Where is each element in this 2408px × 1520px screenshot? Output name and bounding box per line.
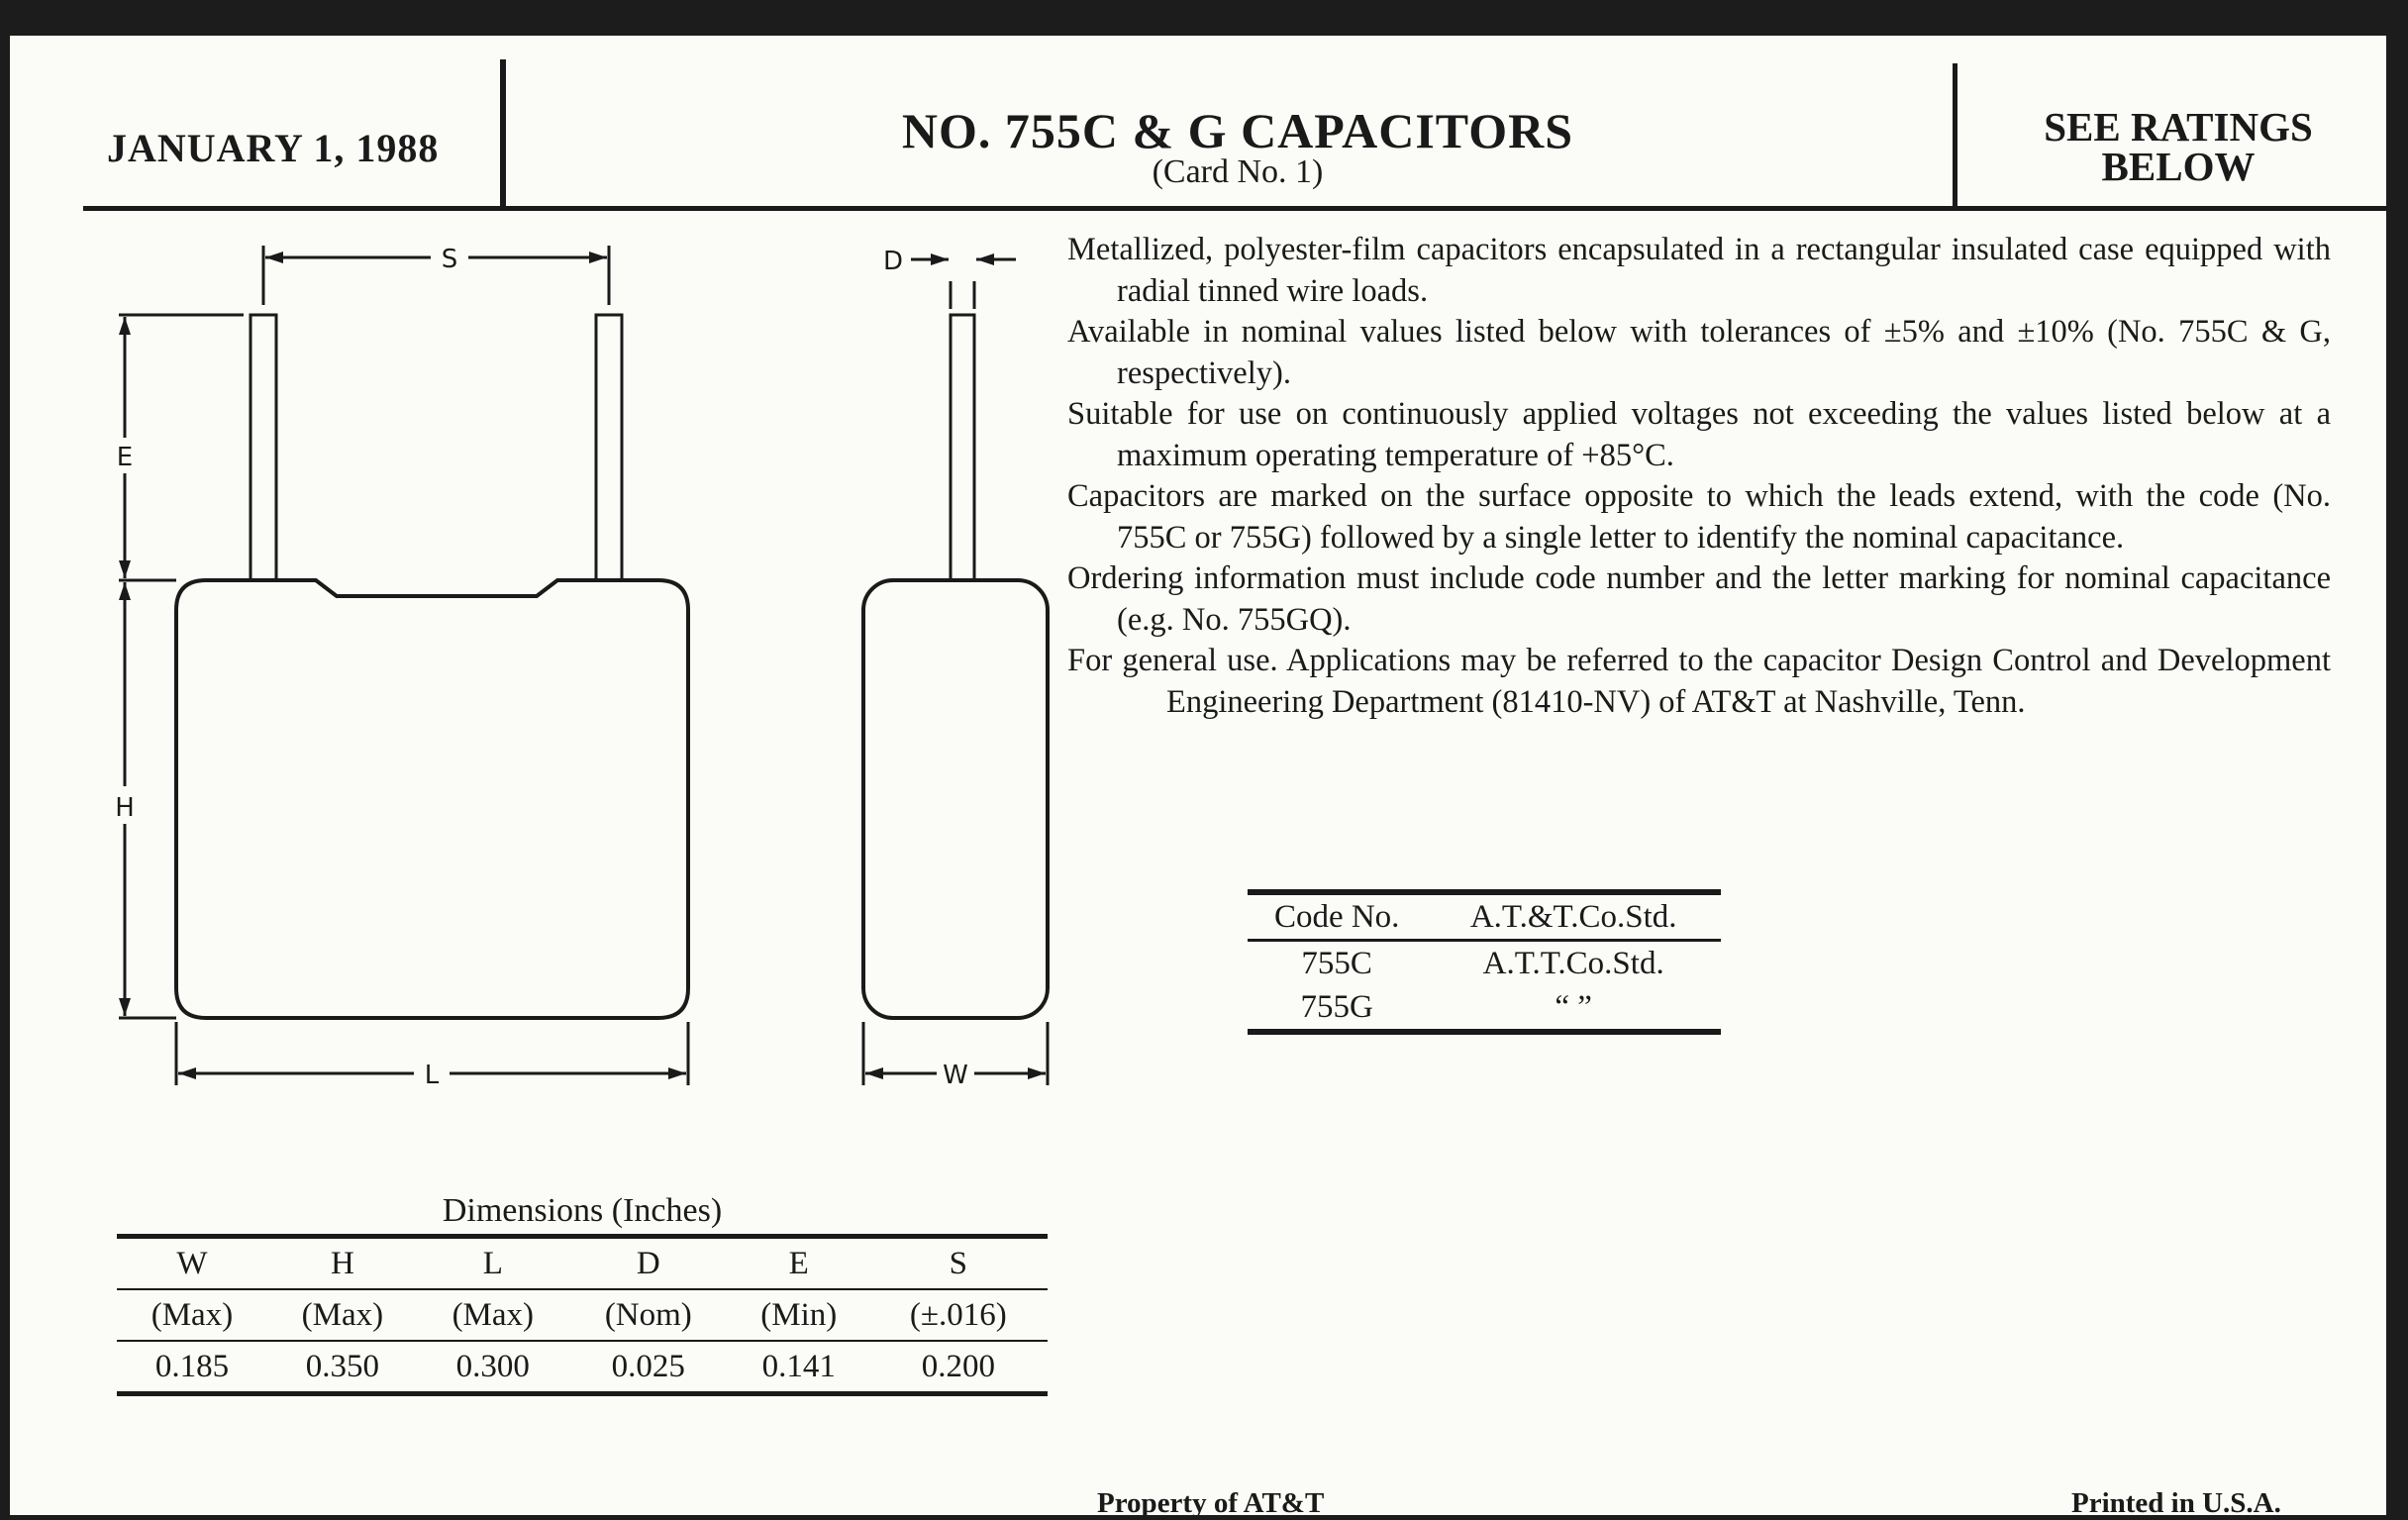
standards-table [1248, 889, 1721, 1035]
table-header: W [176, 1245, 208, 1281]
dimensions-caption: Dimensions (Inches) [442, 1192, 723, 1229]
table-header: L [482, 1245, 503, 1281]
table-cell: A.T.T.Co.Std. [1482, 945, 1664, 981]
w-label: W [943, 1061, 968, 1090]
table-header: Code No. [1273, 898, 1400, 935]
table-cell: (Nom) [604, 1296, 692, 1333]
description-paragraph: Available in nominal values listed below with tolerances of ±5% and ±10% (No. 755C & G, respectively). [1067, 314, 2331, 391]
datasheet-card [10, 36, 2386, 1519]
description-paragraph: Suitable for use on continuously applied voltages not exceeding the values listed below at a maximum operating temperature of +85°C. [1067, 396, 2331, 473]
description-paragraph: Ordering information must include code number and the letter marking for nominal capacitance (e.g. No. 755GQ). [1067, 560, 2331, 638]
l-label: L [424, 1061, 440, 1090]
page-title: NO. 755C & G CAPACITORS [901, 103, 1574, 158]
printed-note: Printed in U.S.A. [2071, 1487, 2281, 1519]
table-header: A.T.&T.Co.Std. [1469, 898, 1677, 935]
table-cell: “ ” [1555, 988, 1592, 1025]
table-row [1248, 941, 1721, 986]
table-cell: (Max) [452, 1296, 535, 1333]
description [1067, 230, 2331, 723]
e-label: E [116, 443, 134, 472]
ratings-note-line2: BELOW [2101, 144, 2256, 189]
card-number: (Card No. 1) [1152, 153, 1324, 190]
table-row [117, 1341, 1048, 1394]
h-label: H [115, 793, 135, 823]
table-row [117, 1289, 1048, 1341]
table-header-row [117, 1237, 1048, 1290]
table-cell: 755G [1300, 988, 1373, 1025]
table-header-row [1248, 892, 1721, 941]
table-cell: (Max) [150, 1296, 234, 1333]
date-heading: JANUARY 1, 1988 [107, 126, 440, 170]
dimensions-table [117, 1234, 1048, 1396]
table-cell: 0.300 [455, 1348, 530, 1384]
description-paragraph: For general use. Applications may be referred to the capacitor Design Control and Development Engineering Department (81410-NV) of AT&T at Nashville, Tenn. [1067, 643, 2331, 720]
ratings-note [1970, 104, 2386, 189]
table-cell: 755C [1301, 945, 1372, 981]
table-header: E [788, 1245, 809, 1281]
table-cell: (±.016) [909, 1296, 1007, 1333]
front-lead-left [251, 315, 276, 580]
table-header: H [330, 1245, 354, 1281]
table-cell: 0.350 [305, 1348, 379, 1384]
table-cell: (Min) [760, 1296, 838, 1333]
front-body [176, 580, 688, 1018]
s-label: S [441, 245, 458, 274]
side-lead [951, 315, 974, 580]
property-note: Property of AT&T [1097, 1487, 1325, 1519]
side-body [863, 580, 1048, 1018]
table-cell: 0.185 [154, 1348, 230, 1384]
table-cell: 0.141 [761, 1348, 836, 1384]
table-cell: 0.200 [921, 1348, 995, 1384]
table-header: D [636, 1245, 660, 1281]
capacitor-drawing [10, 36, 1059, 1125]
d-label: D [882, 247, 904, 276]
ratings-note-line1: SEE RATINGS [2044, 104, 2313, 150]
table-cell: 0.025 [611, 1348, 685, 1384]
description-paragraph: Capacitors are marked on the surface opposite to which the leads extend, with the code (No. 755C or 755G) followed by a single letter to identify the nominal capacitance. [1067, 478, 2331, 556]
table-header: S [949, 1245, 968, 1281]
description-paragraph: Metallized, polyester-film capacitors encapsulated in a rectangular insulated case equipped with radial tinned wire loads. [1067, 232, 2331, 309]
table-cell: (Max) [301, 1296, 384, 1333]
front-lead-right [596, 315, 622, 580]
table-row [1248, 985, 1721, 1032]
header-divider-right [1953, 63, 1957, 208]
